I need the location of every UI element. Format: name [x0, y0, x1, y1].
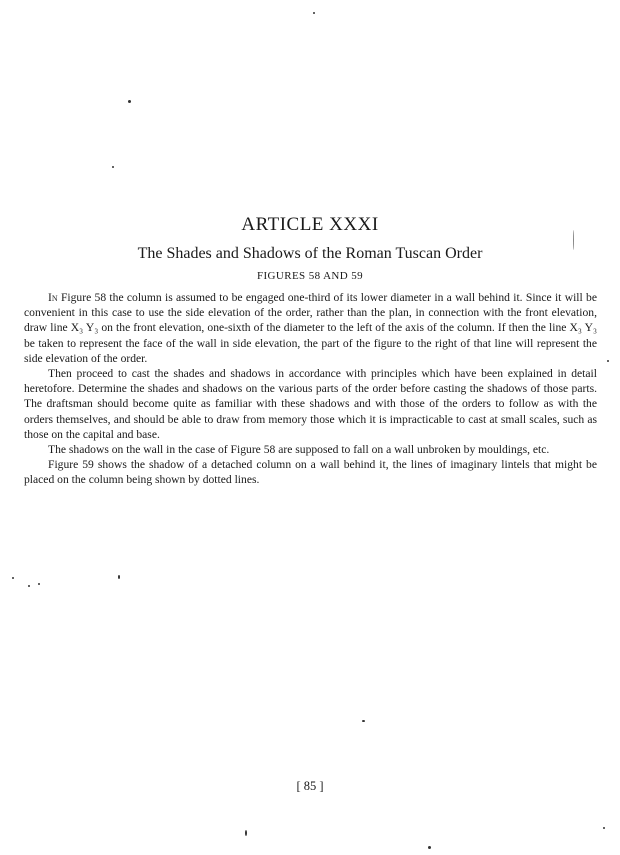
scan-speck [28, 585, 30, 587]
scan-speck [428, 846, 431, 849]
paragraph-lead: In [48, 291, 58, 304]
body-text [24, 290, 597, 488]
scan-speck [603, 827, 605, 829]
scan-speck [38, 583, 40, 585]
scan-speck [112, 166, 114, 168]
scan-speck [607, 360, 609, 362]
paragraph-3 [24, 442, 597, 457]
paragraph-4 [24, 457, 597, 487]
paragraph-text: Figure 59 shows the shadow of a detached column on a wall behind it, the lines of imaginary lintels that might be placed on the column being shown by dotted lines. [24, 458, 597, 487]
paragraph-text: Figure 58 the column is assumed to be engaged one-third of its lower diameter in a wall behind it. Since it will be convenient in this case to use the side elevation of the order, rather than the plan, in connection with the front elevation, draw line X₃ Y₃ on the front elevation, one-sixth of the diameter to the left of the axis of the column. If then the line X₃ Y₃ be taken to represent the face of the wall in side elevation, the part of the figure to the right of that line will represent the side elevation of the order. [24, 291, 597, 365]
scan-speck [12, 577, 14, 579]
scan-speck [128, 100, 131, 103]
scan-speck [573, 230, 574, 250]
scan-speck [362, 720, 365, 722]
page-number: [ 85 ] [296, 779, 324, 793]
paragraph-1 [24, 290, 597, 366]
paragraph-text: Then proceed to cast the shades and shadows in accordance with principles which have been explained in detail heretofore. Determine the shades and shadows on the various parts of the order before casting the shadows of those parts. The draftsman should become quite as familiar with these shadows and with those of the orders to follow as with the orders themselves, and should be able to draw from memory those which it is impracticable to cast at small scales, such as those on the capital and base. [24, 367, 597, 441]
scan-speck [118, 575, 120, 579]
article-subtitle: The Shades and Shadows of the Roman Tuscan Order [137, 245, 483, 262]
paragraph-text: The shadows on the wall in the case of Figure 58 are supposed to fall on a wall unbroken by mouldings, etc. [48, 443, 550, 457]
paragraph-2 [24, 366, 597, 442]
figures-reference: FIGURES 58 AND 59 [256, 270, 364, 282]
scan-speck [245, 830, 247, 836]
scan-speck [313, 12, 315, 14]
article-title: ARTICLE XXXI [241, 214, 379, 235]
